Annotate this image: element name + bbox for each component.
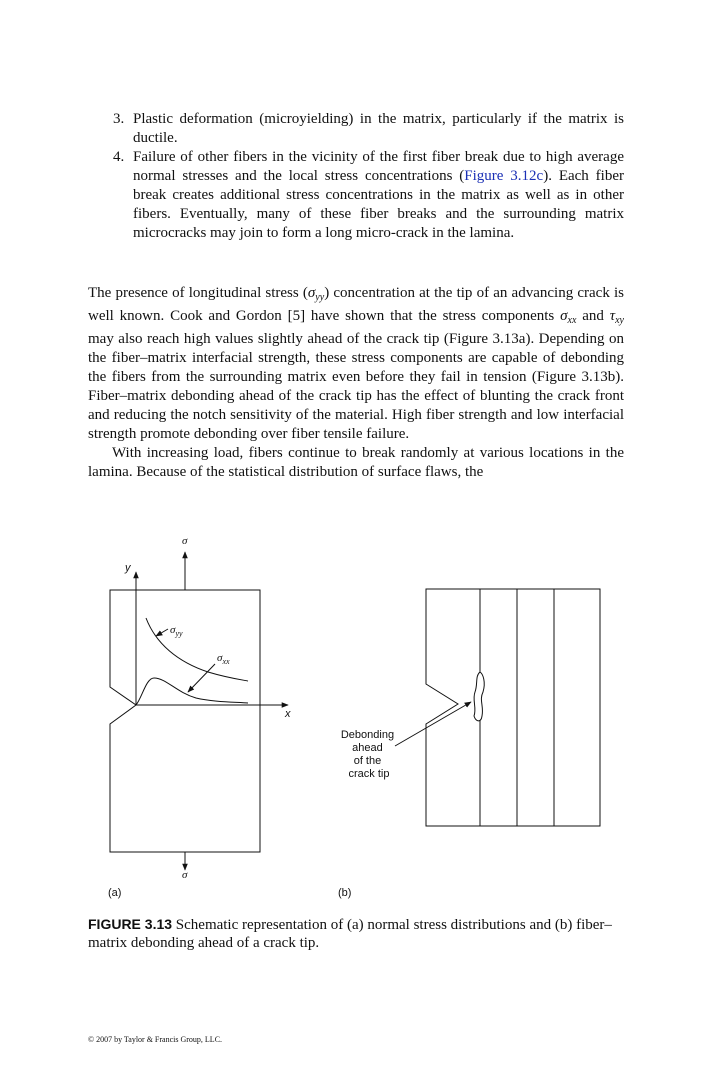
caption-text: Schematic representation of (a) normal stress distributions and (b) fiber–matrix debonding ahead of a crack tip.	[88, 917, 612, 951]
sigma-xx-subscript: xx	[222, 657, 230, 666]
text-run: and	[576, 308, 610, 324]
figure-3-13	[88, 526, 628, 901]
math-sigma-xx: $\sigma_{xx}$	[560, 308, 577, 326]
list-text: Plastic deformation (microyielding) in the matrix, particularly if the matrix is ductile.	[133, 111, 624, 146]
debond-label-line: Debonding	[340, 729, 395, 741]
panel-b-diagram	[338, 589, 600, 899]
y-axis-label: y	[125, 562, 131, 574]
paragraph	[88, 284, 624, 444]
paragraph: With increasing load, fibers continue to break randomly at various locations in the lamina. Because of the statistical distribution of surface flaws, the	[88, 445, 624, 480]
debonding-label	[341, 729, 397, 780]
sigma-yy-subscript: yy	[175, 629, 183, 638]
sigma-xx-leader	[188, 664, 215, 692]
panel-a-label: (a)	[108, 887, 122, 899]
specimen-b-outline	[426, 589, 600, 826]
body-text	[88, 284, 624, 482]
list-text: Failure of other fibers in the vicinity of the first fiber break due to high average normal stresses and the local stress concentrations (	[133, 149, 624, 184]
specimen-a-outline	[110, 590, 260, 852]
sigma-yy-curve	[146, 618, 248, 681]
list-item	[88, 148, 624, 243]
debond-leader	[395, 702, 471, 746]
panel-b-label: (b)	[338, 887, 352, 899]
sigma-xx-symbol: σ	[217, 652, 223, 664]
panel-a-diagram	[108, 535, 291, 899]
math-tau-xy: $\tau_{xy}$	[609, 308, 624, 326]
copyright-footer: © 2007 by Taylor & Francis Group, LLC.	[88, 1035, 223, 1044]
sigma-yy-label	[170, 624, 183, 638]
debond-label-line: of the	[353, 755, 382, 767]
caption-label: FIGURE 3.13	[88, 916, 173, 932]
x-axis-label: x	[285, 708, 291, 720]
figure-caption	[88, 915, 628, 952]
numbered-list	[88, 110, 624, 243]
list-item	[88, 110, 624, 148]
sigma-top-label: σ	[182, 535, 188, 547]
sigma-xx-curve	[136, 678, 248, 705]
text-run: The presence of longitudinal stress (	[88, 285, 308, 301]
sigma-bottom-label: σ	[182, 869, 188, 881]
debond-label-line: ahead	[352, 742, 383, 754]
text-run: ) concentration at the tip of an advancing crack is well known. Cook and Gordon [5] have shown that the stress components	[88, 285, 624, 324]
figure-link[interactable]: Figure 3.12c	[464, 168, 544, 184]
sigma-xx-label	[217, 652, 230, 666]
list-number: 3.	[113, 111, 125, 127]
sigma-yy-symbol: σ	[170, 624, 176, 636]
text-run: may also reach high values slightly ahead of the crack tip (Figure 3.13a). Depending on the fiber–matrix interfacial strength, these stress components are capable of debonding the fibers from the surrounding matrix even before they fail in tension (Figure 3.13b). Fiber–matrix debonding ahead of the crack tip has the effect of blunting the crack front and reducing the notch sensitivity of the material. High fiber strength and low interfacial strength promote debonding over fiber tensile failure.	[88, 331, 624, 442]
debond-label-line: crack tip	[348, 768, 390, 780]
math-sigma-yy: $\sigma_{yy}$	[307, 285, 325, 303]
list-text: ). Each fiber break creates additional stress concentrations in the matrix as well as in other fibers. Eventually, many of these fiber breaks and the surrounding matrix microcracks may join to form a long micro-crack in the lamina.	[133, 168, 624, 241]
debond-zone	[474, 672, 484, 721]
list-number: 4.	[113, 149, 125, 165]
sigma-yy-leader	[156, 629, 168, 636]
